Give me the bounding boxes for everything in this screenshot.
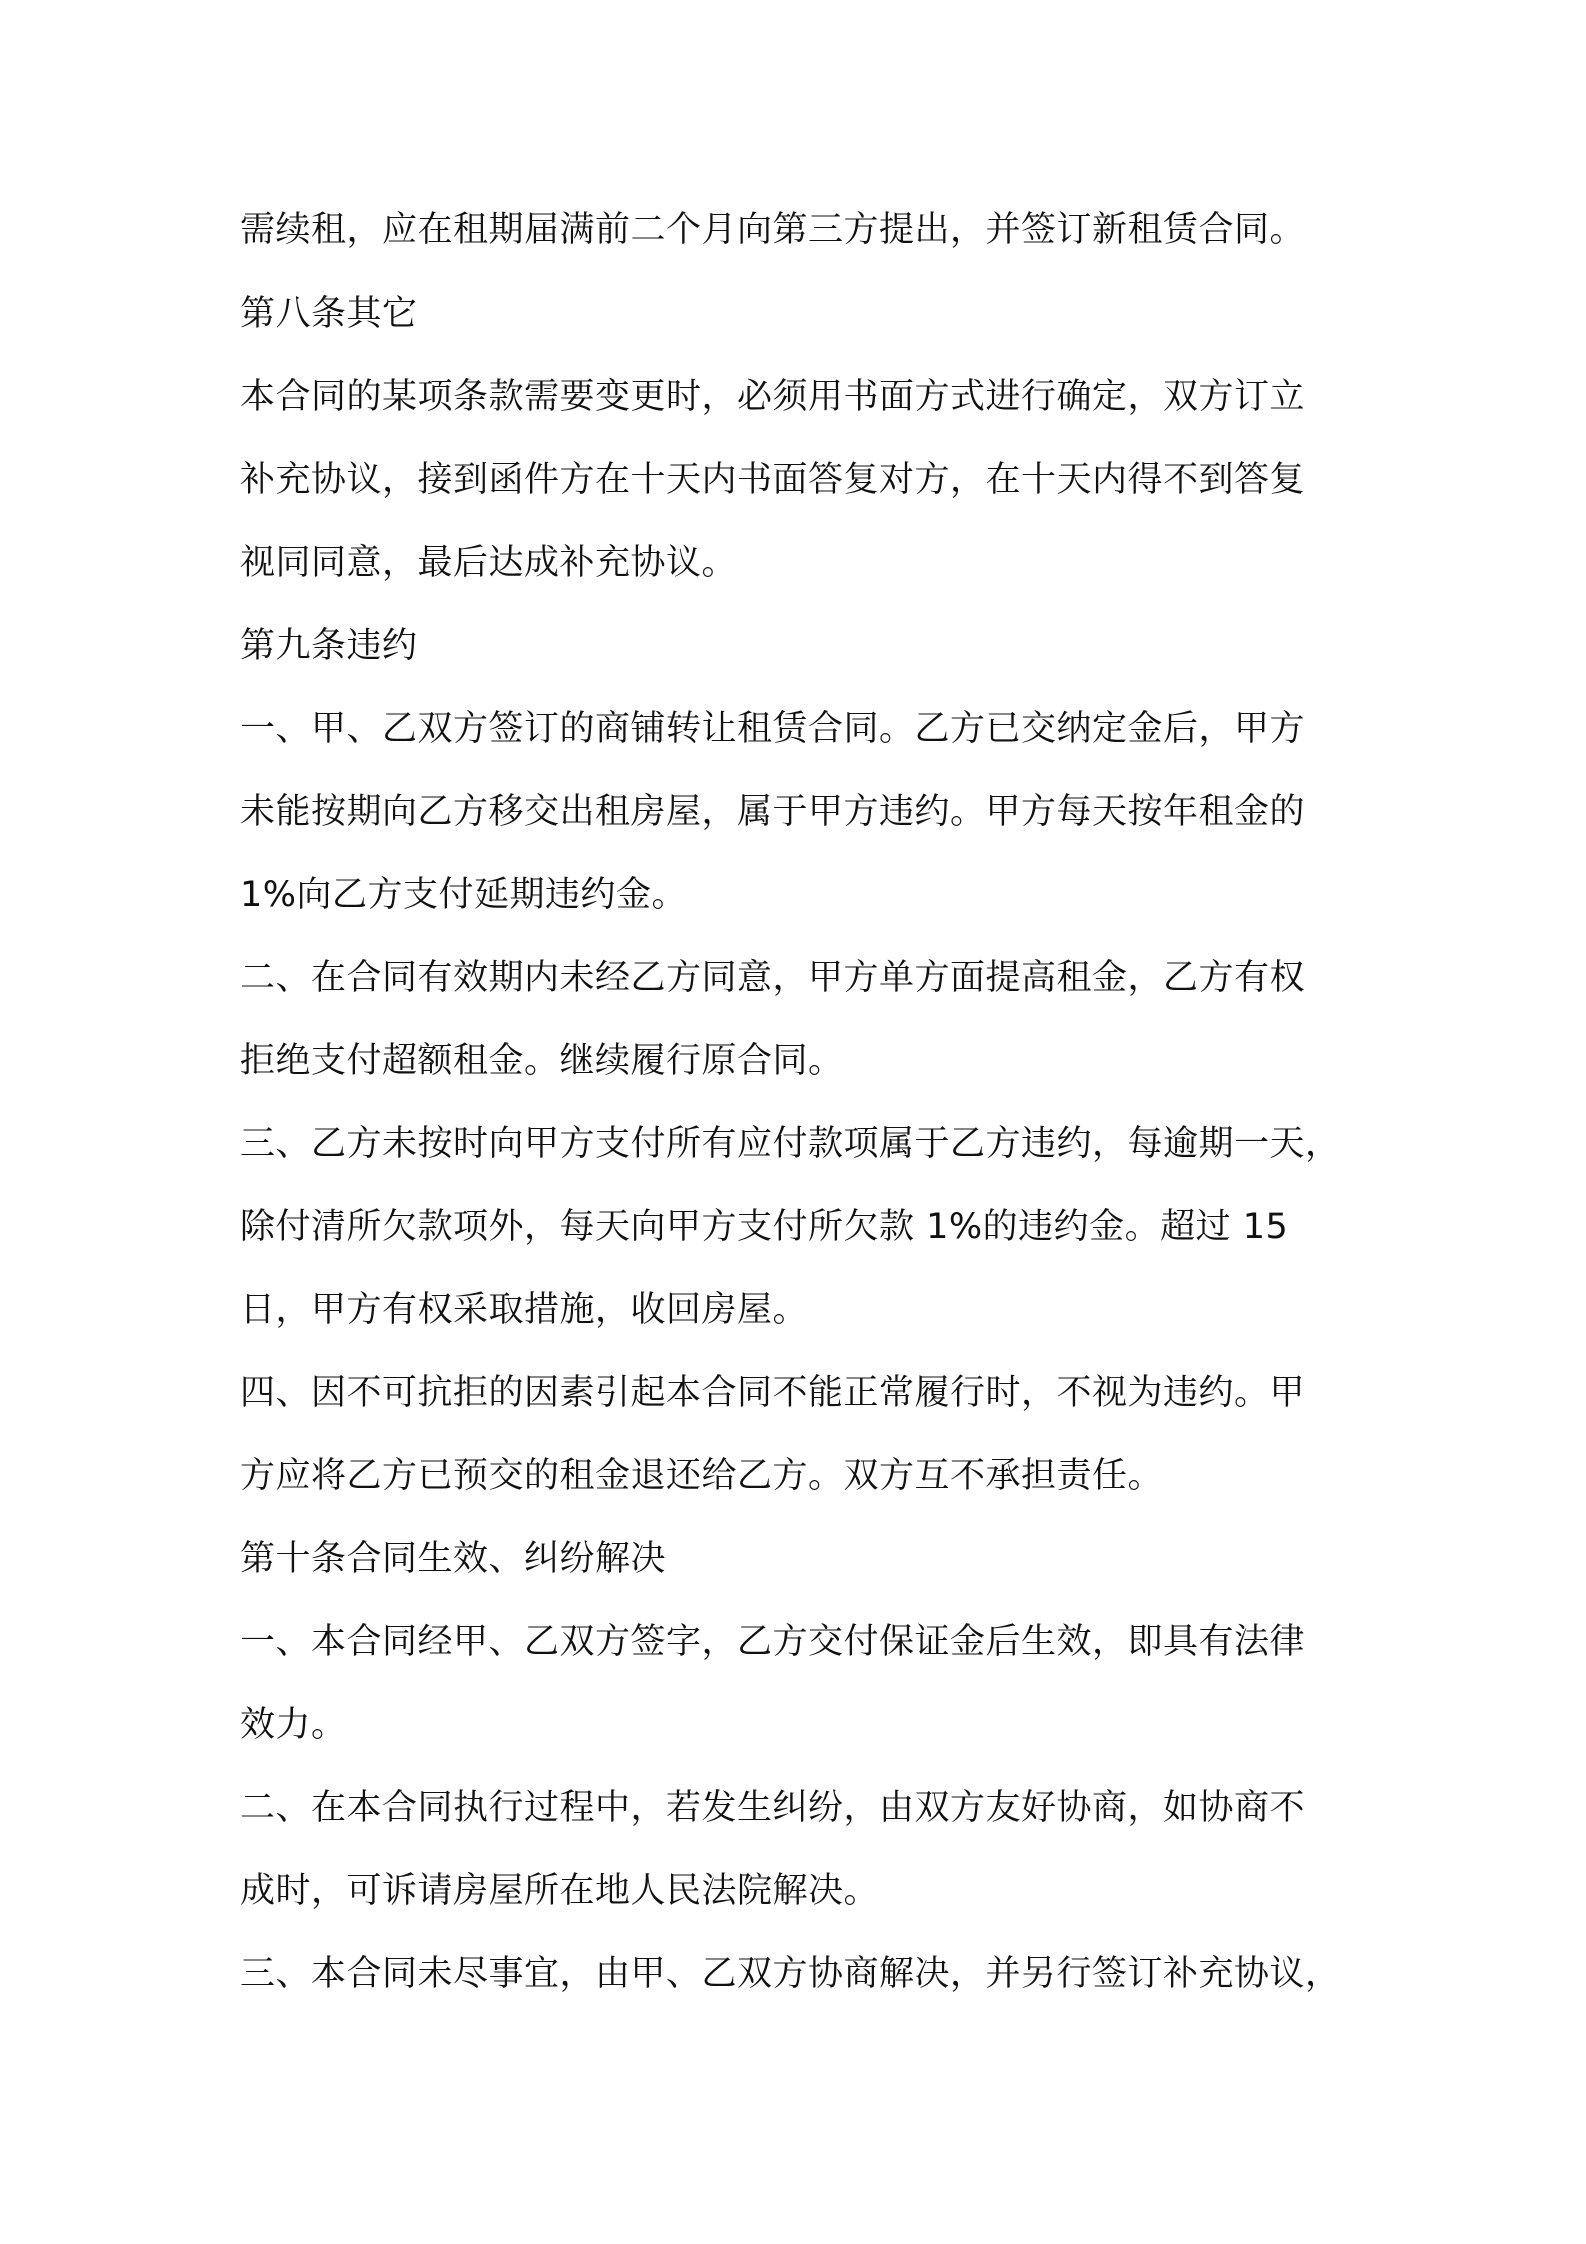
- text-line: 补充协议，接到函件方在十天内书面答复对方，在十天内得不到答复: [240, 460, 1306, 500]
- text-line: 一、甲、乙双方签订的商铺转让租赁合同。乙方已交纳定金后，甲方: [240, 709, 1306, 749]
- text-line: 二、在合同有效期内未经乙方同意，甲方单方面提高租金，乙方有权: [240, 958, 1306, 998]
- text-line: 1%向乙方支付延期违约金。: [240, 875, 688, 915]
- section-heading: 第八条其它: [240, 294, 418, 334]
- text-line: 一、本合同经甲、乙双方签字，乙方交付保证金后生效，即具有法律: [240, 1622, 1306, 1662]
- section-heading: 第九条违约: [240, 626, 418, 666]
- text-line: 三、乙方未按时向甲方支付所有应付款项属于乙方违约，每逾期一天，: [240, 1124, 1341, 1164]
- text-line: 方应将乙方已预交的租金退还给乙方。双方互不承担责任。: [240, 1456, 1164, 1496]
- text-line: 未能按期向乙方移交出租房屋，属于甲方违约。甲方每天按年租金的: [240, 792, 1306, 832]
- text-line: 日，甲方有权采取措施，收回房屋。: [240, 1290, 809, 1330]
- text-line: 四、因不可抗拒的因素引起本合同不能正常履行时，不视为违约。甲: [240, 1373, 1306, 1413]
- text-line: 需续租，应在租期届满前二个月向第三方提出，并签订新租赁合同。: [240, 210, 1306, 250]
- text-line: 三、本合同未尽事宜，由甲、乙双方协商解决，并另行签订补充协议，: [240, 1954, 1341, 1994]
- text-line: 拒绝支付超额租金。继续履行原合同。: [240, 1041, 844, 1081]
- text-line: 本合同的某项条款需要变更时，必须用书面方式进行确定，双方订立: [240, 377, 1306, 417]
- text-line: 二、在本合同执行过程中，若发生纠纷，由双方友好协商，如协商不: [240, 1788, 1306, 1828]
- text-line: 视同同意，最后达成补充协议。: [240, 543, 738, 583]
- section-heading: 第十条合同生效、纠纷解决: [240, 1539, 667, 1579]
- text-line: 效力。: [240, 1705, 347, 1745]
- text-line: 除付清所欠款项外，每天向甲方支付所欠款 1%的违约金。超过 15: [240, 1207, 1289, 1247]
- text-line: 成时，可诉请房屋所在地人民法院解决。: [240, 1871, 880, 1911]
